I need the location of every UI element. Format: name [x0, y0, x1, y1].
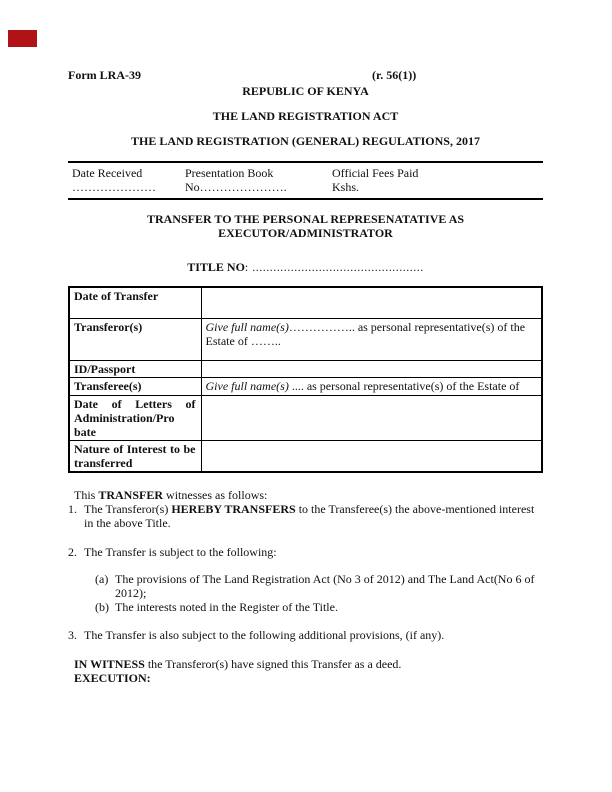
- clause-1-bold: HEREBY TRANSFERS: [171, 501, 296, 516]
- intro-text-post: witnesses as follows:: [163, 487, 268, 502]
- row-value-cell: [201, 360, 542, 377]
- table-row-transferees: [69, 377, 542, 395]
- clause-2b-text: The interests noted in the Register of the Title.: [115, 599, 338, 614]
- intro-text: This: [74, 487, 99, 502]
- clause-2: [68, 545, 543, 559]
- clause-2-number: 2.: [68, 544, 77, 559]
- date-received-dotted-line: …………………: [72, 180, 156, 194]
- row-label: ID/Passport: [69, 360, 201, 377]
- official-fees-field: [332, 166, 543, 194]
- clause-1-pre: The Transferor(s): [84, 501, 172, 516]
- date-received-label: Date Received: [72, 166, 143, 180]
- clause-1-text: [84, 502, 543, 530]
- clause-3-text: The Transfer is also subject to the following additional provisions, (if any).: [84, 627, 445, 642]
- title-number-label: TITLE NO: [187, 260, 245, 274]
- clause-1: [68, 502, 543, 530]
- table-row-id-passport: [69, 360, 542, 377]
- clause-2a: [95, 572, 543, 600]
- row-label: Transferee(s): [69, 377, 201, 395]
- clause-2b-marker: (b): [95, 599, 109, 614]
- row-label: Nature of Interest to be transferred: [69, 440, 201, 472]
- presentation-book-field: [185, 166, 332, 194]
- hint-text: .... as personal representative(s) of the Estate of: [288, 378, 520, 393]
- title-number-line: [68, 260, 543, 274]
- clause-2a-text: The provisions of The Land Registration Act (No 3 of 2012) and The Land Act(No 6 of 2012);: [115, 571, 535, 600]
- table-row-letters-of-administration: [69, 395, 542, 440]
- in-witness-line: [74, 657, 543, 671]
- table-row-date-of-transfer: [69, 287, 542, 318]
- presentation-book-label: Presentation Book: [185, 166, 274, 180]
- execution-heading: EXECUTION:: [74, 670, 151, 685]
- hint-italic: Give full name(s): [205, 378, 289, 393]
- form-content: [68, 68, 543, 685]
- clause-2b: [95, 600, 543, 614]
- intro-bold-word: TRANSFER: [98, 487, 164, 502]
- date-received-field: [72, 166, 185, 194]
- clause-3-number: 3.: [68, 627, 77, 642]
- hint-italic: Give full name(s): [205, 319, 289, 334]
- official-fees-currency: Kshs.: [332, 180, 360, 194]
- presentation-book-dotted-line: No………………….: [185, 180, 287, 194]
- title-number-dotted-line: : .................................................: [244, 260, 424, 274]
- in-witness-bold: IN WITNESS: [74, 656, 145, 671]
- document-title-line2: EXECUTOR/ADMINISTRATOR: [218, 226, 393, 240]
- row-label: Date of Letters of Administration/Pro bate: [69, 395, 201, 440]
- row-label: Transferor(s): [69, 318, 201, 360]
- clause-1-post: to the Transferee(s) the above-mentioned interest in the above Title.: [84, 501, 535, 530]
- row-value-cell: [201, 395, 542, 440]
- clause-2a-marker: (a): [95, 571, 109, 586]
- row-value-cell: [201, 440, 542, 472]
- official-fees-label: Official Fees Paid: [332, 166, 419, 180]
- form-number: Form LRA-39: [68, 68, 141, 82]
- document-title-line1: TRANSFER TO THE PERSONAL REPRESENATATIVE AS: [146, 212, 465, 226]
- republic-heading: REPUBLIC OF KENYA: [242, 84, 369, 98]
- table-row-nature-of-interest: [69, 440, 542, 472]
- clause-1-number: 1.: [68, 501, 77, 516]
- office-use-strip: [68, 161, 543, 200]
- transfer-details-table: [68, 286, 543, 473]
- row-value-cell: [201, 287, 542, 318]
- document-title: [68, 212, 543, 240]
- rule-reference: (r. 56(1)): [372, 68, 417, 82]
- row-value-cell: [201, 377, 542, 395]
- witnesses-intro: [74, 488, 543, 502]
- clause-3: [68, 628, 543, 642]
- clause-2-text: The Transfer is subject to the following:: [84, 544, 277, 559]
- hint-text: …………….. as personal representative(s) of the Estate of ……..: [205, 319, 526, 348]
- clauses-section: [68, 488, 543, 685]
- act-heading: THE LAND REGISTRATION ACT: [212, 109, 399, 123]
- regulations-heading: THE LAND REGISTRATION (GENERAL) REGULATIONS, 2017: [131, 134, 480, 148]
- table-row-transferors: [69, 318, 542, 360]
- row-value-cell: [201, 318, 542, 360]
- red-watermark: [8, 30, 37, 47]
- form-header-row: [68, 68, 543, 82]
- row-label: Date of Transfer: [69, 287, 201, 318]
- in-witness-text: the Transferor(s) have signed this Transfer as a deed.: [144, 656, 402, 671]
